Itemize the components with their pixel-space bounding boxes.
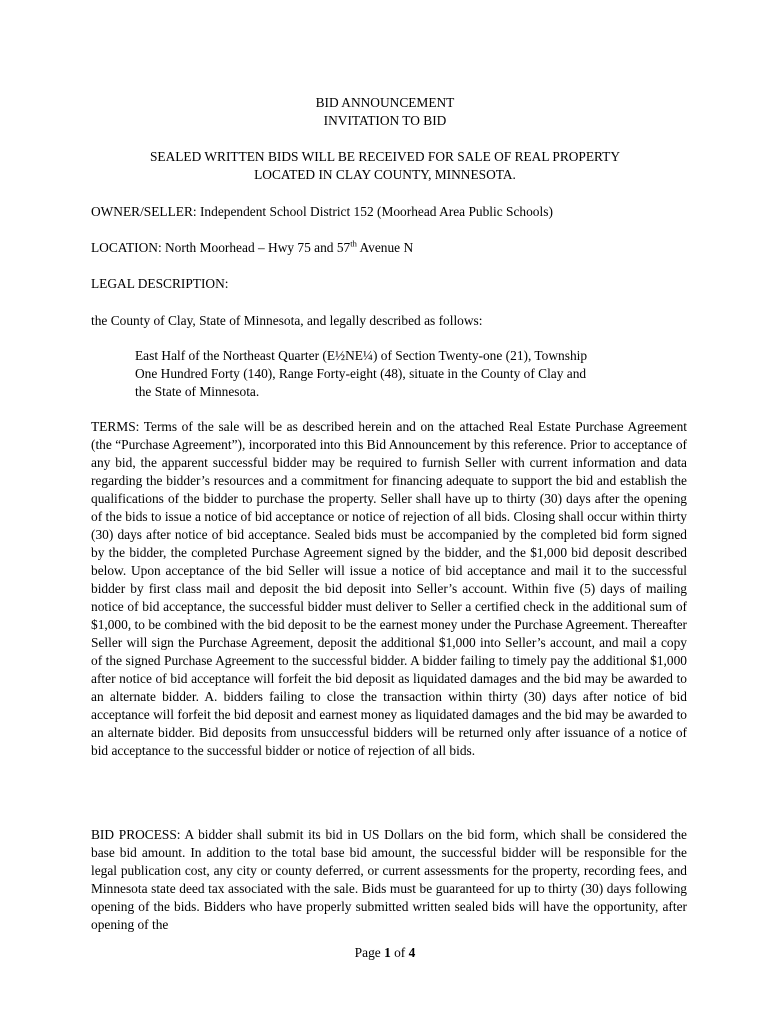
location-suffix: Avenue N — [356, 240, 414, 255]
subheading-line-1: SEALED WRITTEN BIDS WILL BE RECEIVED FOR SALE OF REAL PROPERTY — [149, 149, 621, 164]
location-superscript: th — [350, 238, 357, 249]
legal-text-line-1: East Half of the Northeast Quarter (E½NE¼) of Section Twenty-one (21), Township — [135, 348, 588, 363]
page-footer — [0, 944, 770, 962]
location-line — [91, 239, 687, 257]
terms-paragraph: TERMS: Terms of the sale will be as described herein and on the attached Real Estate Purchase Agreement (the “Purchase Agreement”), incorporated into this Bid Announcement by this reference. Prior to acceptance of any bid, the apparent successful bidder may be required to furnish Seller with current information and data regarding the bidder’s resources and a commitment for financing adequate to support the bid and establish the qualifications of the bidder to purchase the property. Seller shall have up to thirty (30) days after the opening of the bids to issue a notice of bid acceptance or notice of rejection of all bids. Closing shall occur within thirty (30) days after notice of bid acceptance. Sealed bids must be accompanied by the completed bid form signed by the bidder, the completed Purchase Agreement signed by the bidder, and the $1,000 bid deposit described below. Upon acceptance of the bid Seller will issue a notice of bid acceptance and mail it to the successful bidder by first class mail and deposit the bid deposit into Seller’s account. Within five (5) days of mailing notice of bid acceptance, the successful bidder must deliver to Seller a certified check in the additional sum of $1,000, to be combined with the bid deposit to be the earnest money under the Purchase Agreement. Thereafter Seller will sign the Purchase Agreement, deposit the additional $1,000 into Seller’s account, and mail a copy of the signed Purchase Agreement to the successful bidder. A bidder failing to timely pay the additional $1,000 after notice of bid acceptance will forfeit the bid deposit as liquidated damages and the bid may be awarded to an alternate bidder. A. bidders failing to close the transaction within thirty (30) days after notice of bid acceptance will forfeit the bid deposit and earnest money as liquidated damages and the bid may be awarded to an alternate bidder. Bid deposits from unsuccessful bidders will be returned only after issuance of a notice of bid acceptance to the successful bidder or notice of rejection of all bids. — [91, 419, 687, 758]
owner-seller-line: OWNER/SELLER: Independent School District 152 (Moorhead Area Public Schools) — [91, 204, 553, 219]
legal-description-text — [135, 347, 655, 401]
legal-description-label: LEGAL DESCRIPTION: — [91, 276, 229, 291]
footer-of-word: of — [390, 945, 409, 960]
location-prefix: LOCATION: North Moorhead – Hwy 75 and 57 — [91, 240, 351, 255]
footer-page-number: 1 — [384, 945, 391, 960]
legal-text-line-2: One Hundred Forty (140), Range Forty-eight (48), situate in the County of Clay and — [135, 366, 587, 381]
county-line: the County of Clay, State of Minnesota, and legally described as follows: — [91, 313, 483, 328]
document-subheading — [0, 148, 770, 184]
document-heading — [0, 94, 770, 130]
legal-text-line-3: the State of Minnesota. — [135, 384, 260, 399]
heading-line-2: INVITATION TO BID — [323, 113, 447, 128]
footer-page-word: Page — [354, 945, 385, 960]
heading-line-1: BID ANNOUNCEMENT — [315, 95, 455, 110]
subheading-line-2: LOCATED IN CLAY COUNTY, MINNESOTA. — [254, 167, 516, 182]
footer-page-total: 4 — [408, 945, 416, 960]
bid-process-paragraph: BID PROCESS: A bidder shall submit its bid in US Dollars on the bid form, which shall be considered the base bid amount. In addition to the total base bid amount, the successful bidder will be responsible for the legal publication cost, any city or county deferred, or current assessments for the property, recording fees, and Minnesota state deed tax associated with the sale. Bids must be guaranteed for up to thirty (30) days following opening of the bids. Bidders who have properly submitted written sealed bids will have the opportunity, after opening of the — [91, 827, 687, 932]
